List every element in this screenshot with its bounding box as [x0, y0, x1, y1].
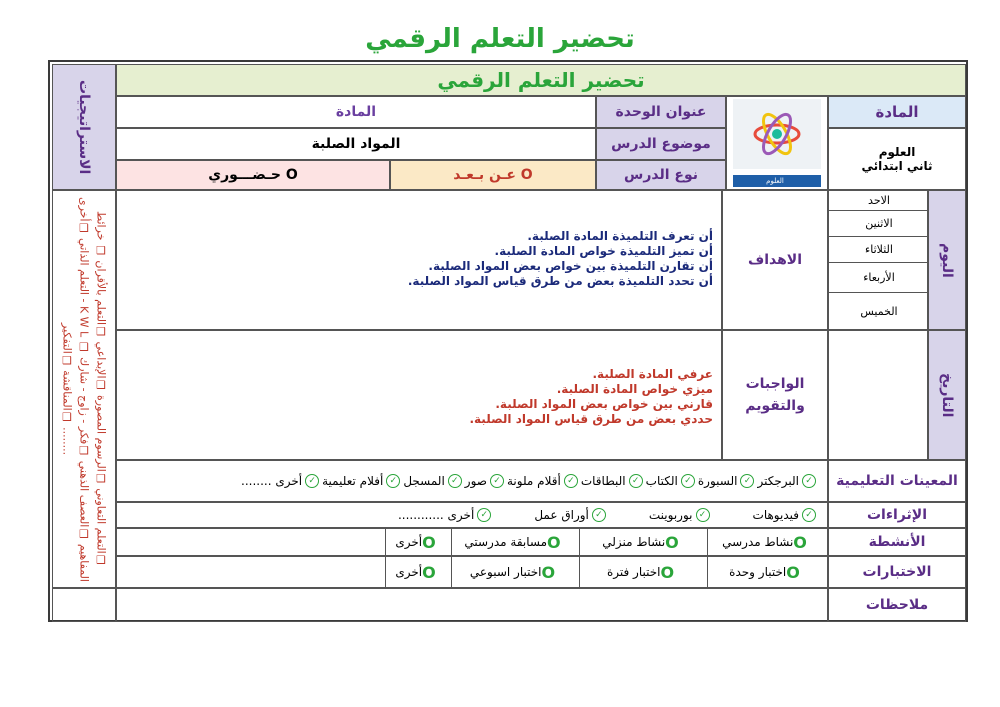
page-title: تحضير التعلم الرقمي — [365, 24, 635, 54]
check-icon[interactable]: ✓ — [305, 474, 319, 488]
strategies-list — [52, 190, 116, 588]
strategies-label: الاستراتيجيات — [76, 79, 92, 175]
aid-option: صور — [464, 473, 487, 488]
day-wednesday: الأربعاء — [829, 263, 928, 293]
objectives-label: الاهداف — [722, 190, 828, 330]
activity-option[interactable]: أخرى — [395, 535, 423, 549]
objective-item: أن تميز التلميذة خواص المادة الصلبة. — [494, 244, 713, 258]
aid-option: البطاقات — [580, 473, 626, 488]
unit-label: عنوان الوحدة — [596, 96, 726, 128]
check-icon[interactable]: ✓ — [386, 474, 400, 488]
remote-option[interactable]: عـن بـعـد O — [390, 160, 596, 190]
notes-label: ملاحظات — [828, 588, 966, 622]
objectives-list — [293, 229, 713, 289]
day-tuesday: الثلاثاء — [829, 237, 928, 263]
homework-box — [116, 330, 722, 460]
activities-label: الأنشطة — [828, 528, 966, 556]
objective-item: أن تقارن التلميذة بين خواص بعض المواد الصلبة. — [428, 259, 713, 273]
check-icon[interactable]: ✓ — [448, 474, 462, 488]
unit-value: المادة — [116, 96, 596, 128]
check-icon[interactable]: ✓ — [740, 474, 754, 488]
strategies-footer — [52, 588, 116, 622]
strategies-text: ❑التعلم التعاوني ❑الرسوم المصورة ❑الإبداعي ❑التعلم بالأقران ❑ خرائط المفاهيم ❑العصف الذهني ❑فكر - زاوج - شارك ❑ K W L - التعلم الذاتي ❑أخرى ........ ❑المناقشة ❑التفكير — [60, 196, 108, 582]
check-icon[interactable]: ✓ — [696, 508, 710, 522]
aid-option: المسجل — [403, 473, 445, 488]
check-icon[interactable]: ✓ — [490, 474, 504, 488]
activity-option[interactable]: مسابقة مدرستي — [464, 535, 548, 549]
enrichment-options — [116, 502, 828, 528]
activity-option[interactable]: نشاط مدرسي — [722, 535, 794, 549]
enrichment-option: أخرى ............ — [397, 507, 475, 522]
subject-header: المادة — [828, 96, 966, 128]
check-icon[interactable]: ✓ — [681, 474, 695, 488]
aid-option: أخرى ........ — [241, 473, 303, 488]
enrichment-option: فيديوهات — [752, 507, 799, 522]
activity-option[interactable]: نشاط منزلي — [602, 535, 666, 549]
day-thursday: الخميس — [860, 305, 898, 318]
date-value — [828, 330, 928, 460]
check-icon[interactable]: ✓ — [629, 474, 643, 488]
homework-item: قارني بين خواص بعض المواد الصلبة. — [495, 397, 713, 411]
date-header — [928, 330, 966, 460]
subject-logo — [726, 96, 828, 190]
lesson-plan-frame — [48, 60, 968, 622]
test-option[interactable]: اختبار فترة — [606, 565, 661, 579]
days-list — [828, 190, 928, 330]
day-header — [928, 190, 966, 330]
enrichment-option: أوراق عمل — [534, 507, 589, 522]
inperson-option[interactable]: حـضـــوري O — [116, 160, 390, 190]
enrichment-label: الإثراءات — [828, 502, 966, 528]
aid-option: السبورة — [697, 473, 738, 488]
logo-caption: العلوم — [766, 177, 784, 185]
aid-option: أفلام تعليمية — [322, 473, 384, 488]
objectives-box — [116, 190, 722, 330]
lesson-label: موضوع الدرس — [596, 128, 726, 160]
date-label: التاريخ — [939, 372, 955, 418]
tests-label: الاختبارات — [828, 556, 966, 588]
aid-option: البرجكتر — [757, 473, 799, 488]
check-icon[interactable]: ✓ — [564, 474, 578, 488]
day-monday: الاثنين — [829, 211, 928, 237]
homework-list — [293, 367, 713, 427]
check-icon[interactable]: ✓ — [477, 508, 491, 522]
aids-options — [116, 460, 828, 502]
objective-item: أن تعرف التلميذة المادة الصلبة. — [527, 229, 713, 243]
homework-item: حددي بعض من طرق قياس المواد الصلبة. — [469, 412, 713, 426]
lesson-value: المواد الصلبة — [116, 128, 596, 160]
aid-option: الكتاب — [645, 473, 678, 488]
lesson-type-label: نوع الدرس — [596, 160, 726, 190]
aid-option: أقلام ملونة — [506, 473, 561, 488]
homework-item: ميزي خواص المادة الصلبة. — [556, 382, 713, 396]
check-icon[interactable]: ✓ — [592, 508, 606, 522]
tests-options: O اختبار وحدة O اختبار فترة O اختبار اسبوعي O أخرى — [116, 556, 828, 588]
test-option[interactable]: اختبار اسبوعي — [469, 565, 542, 579]
subject-value: العلوم ثاني ابتدائي — [828, 128, 966, 190]
day-label: اليوم — [939, 242, 955, 278]
notes-value[interactable] — [116, 588, 828, 622]
check-icon[interactable]: ✓ — [802, 508, 816, 522]
objective-item: أن تحدد التلميذة بعض من طرق قياس المواد الصلبة. — [407, 274, 713, 288]
activities-options: O نشاط مدرسي O نشاط منزلي O مسابقة مدرستي O أخرى — [116, 528, 828, 556]
homework-label: الواجبات والتقويم — [722, 330, 828, 460]
day-sunday: الاحد — [829, 191, 928, 211]
strategies-header — [52, 64, 116, 190]
test-option[interactable]: اختبار وحدة — [729, 565, 787, 579]
header-title: تحضير التعلم الرقمي — [116, 64, 966, 96]
check-icon[interactable]: ✓ — [802, 474, 816, 488]
homework-item: عرفي المادة الصلبة. — [592, 367, 713, 381]
enrichment-option: بوربوينت — [648, 507, 693, 522]
test-option[interactable]: أخرى — [395, 565, 423, 579]
aids-label: المعينات التعليمية — [828, 460, 966, 502]
